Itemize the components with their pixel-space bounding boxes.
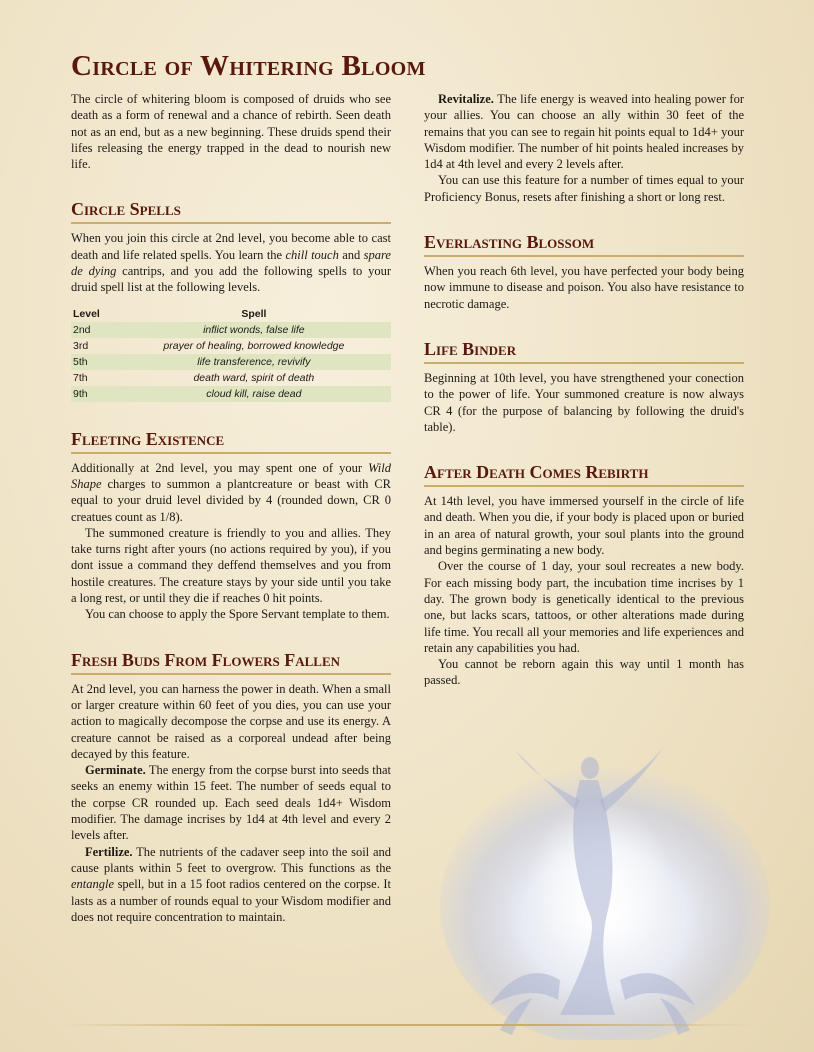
fresh-buds-heading: Fresh Buds From Flowers Fallen — [71, 649, 391, 675]
after-death-heading: After Death Comes Rebirth — [424, 461, 744, 487]
intro-paragraph: The circle of whitering bloom is composed of druids who see death as a form of renewal and a chance of rebirth. Seen death not as an end, but as a new beginning. These druids spend their lifes releasing the energy trapped in the dead to nourish new life. — [71, 92, 391, 172]
table-cell-level: 3rd — [73, 339, 89, 352]
everlasting-paragraph: When you reach 6th level, you have perfected your body being now immune to disease and poison. You also have resistance to necrotic damage. — [424, 264, 744, 311]
after-death-paragraph-2: Over the course of 1 day, your soul recreates a new body. For each missing body part, the incubation time incrises by 1 day. The grown body is genetically identical to the previous one, but lacks scars, tattoos, or other alterations made during life time. You recall all your memories and life experiences and retain any capabilities you had. — [424, 559, 744, 655]
circle-spells-table — [71, 306, 391, 402]
table-row — [71, 354, 391, 370]
table-cell-spell: life transference, revivify — [117, 354, 391, 370]
germinate-paragraph: Germinate. The energy from the corpse burst into seeds that seeks an enemy within 15 feet. The number of seeds equal to the corpse CR rounded up. Each seed deals 1d4+ Wisdom modifier. The damage incrises by 1d4 at 4th level and every 2 levels after. — [71, 763, 391, 843]
footer-rule — [60, 1024, 754, 1026]
left-column — [71, 91, 391, 925]
after-death-paragraph-3: You cannot be reborn again this way until 1 month has passed. — [424, 657, 744, 688]
dryad-silhouette-illustration — [440, 740, 770, 1040]
dryad-silhouette-icon — [440, 740, 770, 1040]
table-cell-level: 9th — [71, 386, 117, 402]
table-cell-spell: inflict wonds, false life — [117, 322, 391, 338]
everlasting-blossom-heading: Everlasting Blossom — [424, 231, 744, 257]
page-title: Circle of Whitering Bloom — [71, 50, 426, 82]
table-row — [71, 338, 391, 354]
life-binder-paragraph: Beginning at 10th level, you have strengthened your conection to the power of life. Your summoned creature is now always CR 4 (for the purpose of balancing by following the druid's table). — [424, 370, 744, 434]
table-cell-level: 2nd — [71, 322, 117, 338]
revitalize-paragraph: Revitalize. The life energy is weaved into healing power for your allies. You can choose an ally within 30 feet of the remains that you can see to regain hit points equal to 1d4+ your Wisdom modifier. The number of hit points healed increases by 1d4 at 4th level and every 2 levels after. — [424, 92, 744, 172]
table-row — [71, 386, 391, 402]
table-row — [71, 370, 391, 386]
right-column — [424, 91, 744, 689]
table-header-row — [71, 306, 391, 322]
fleeting-paragraph-2: The summoned creature is friendly to you and allies. They take turns right after yours (no actions required by you), if you dont issue a command they deffend themselves and you from hostile creatures. The creature stays by your side until you take a long rest, or until they die if reaches 0 hit points. — [71, 525, 391, 606]
table-row — [71, 322, 391, 338]
life-binder-heading: Life Binder — [424, 338, 744, 364]
column-header-level: Level — [73, 307, 100, 320]
circle-spells-paragraph: When you join this circle at 2nd level, you become able to cast death and life related spells. You learn the chill touch and spare de dying cantrips, and you add the following spells to your druid spell list at the following levels. — [71, 231, 391, 295]
table-cell-level: 7th — [73, 371, 88, 384]
fresh-buds-paragraph-1: At 2nd level, you can harness the power in death. When a small or larger creature within 60 feet of you dies, you can use your action to magically decompose the corpse and use its energy. A creature cannot be raised as a corporeal undead after being decayed by this feature. — [71, 681, 391, 761]
circle-spells-heading: Circle Spells — [71, 198, 391, 224]
table-cell-spell: death ward, spirit of death — [193, 371, 315, 384]
fleeting-paragraph-1: Additionally at 2nd level, you may spent one of your Wild Shape charges to summon a plantcreature or beast with CR equal to your druid level divided by 4 (rounded down, CR 0 creatues count as 1/8). — [71, 460, 391, 524]
fleeting-paragraph-3: You can choose to apply the Spore Servant template to them. — [85, 607, 390, 622]
fertilize-paragraph: Fertilize. The nutrients of the cadaver seep into the soil and cause plants within 5 feet to overgrow. This functions as the entangle spell, but in a 15 foot radios centered on the corpse. It lasts as a number of rounds equal to your Wisdom modifier and does not require concentration to maintain. — [71, 844, 391, 924]
table-cell-level: 5th — [71, 354, 117, 370]
fleeting-existence-heading: Fleeting Existence — [71, 428, 391, 454]
revitalize-paragraph-2: You can use this feature for a number of times equal to your Proficiency Bonus, resets after finishing a short or long rest. — [424, 173, 744, 204]
table-cell-spell: prayer of healing, borrowed knowledge — [163, 339, 345, 352]
table-cell-spell: cloud kill, raise dead — [117, 386, 391, 402]
column-header-spell: Spell — [241, 307, 267, 320]
after-death-paragraph-1: At 14th level, you have immersed yourself in the circle of life and death. When you die, if your body is placed upon or buried in an area of natural growth, your soul plants into the ground and begins germinating a new body. — [424, 494, 744, 558]
